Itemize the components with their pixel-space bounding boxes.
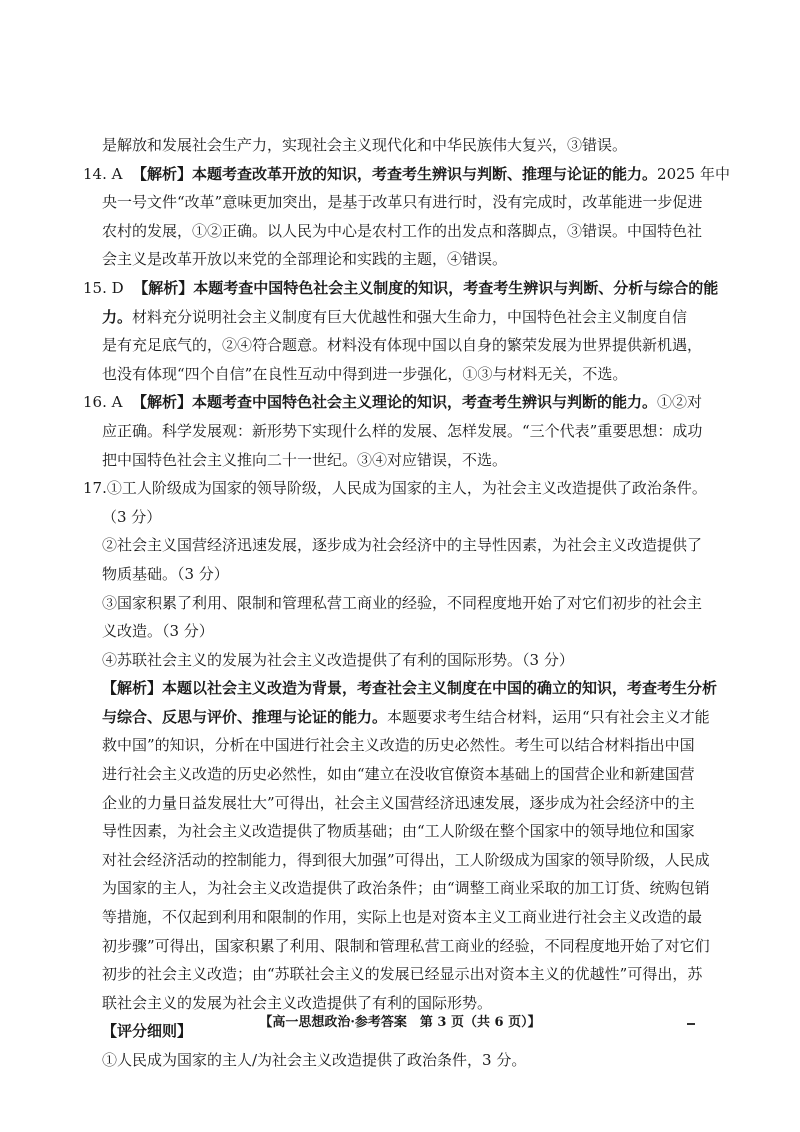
text-line: 也没有体现“四个自信”在良性互动中得到进一步强化，①③与材料无关，不选。 bbox=[102, 364, 628, 383]
question-number: 14. A bbox=[83, 164, 123, 183]
question-number: 15. D bbox=[83, 278, 124, 297]
analysis-tag-cont: 力。 bbox=[102, 307, 133, 326]
text-line: 应正确。科学发展观：新形势下实现什么样的发展、怎样发展。“三个代表”重要思想：成功 bbox=[102, 421, 703, 440]
text-line: 物质基础。（3 分） bbox=[102, 564, 229, 583]
analysis-tag: 【解析】本题考查中国特色社会主义理论的知识，考查考生辨识与判断的能力。 bbox=[132, 393, 658, 412]
text-span: 本题要求考生结合材料，运用“只有社会主义才能 bbox=[387, 707, 710, 726]
text-span: ①工人阶级成为国家的领导阶级，人民成为国家的主人，为社会主义改造提供了政治条件。 bbox=[106, 479, 707, 498]
question-number: 16. A bbox=[83, 393, 123, 412]
text-line bbox=[102, 303, 698, 332]
text-line: 等措施，不仅起到利用和限制的作用，实际上也是对资本主义工商业进行社会主义改造的最 bbox=[102, 908, 703, 927]
text-line: 农村的发展，①②正确。以人民为中心是农村工作的出发点和落脚点，③错误。中国特色社 bbox=[102, 221, 703, 240]
rubric-item: ①人民成为国家的主人/为社会主义改造提供了政治条件，3 分。 bbox=[102, 1051, 527, 1069]
text-line: ③国家积累了利用、限制和管理私营工商业的经验，不同程度地开始了对它们初步的社会主 bbox=[102, 593, 703, 612]
text-line: 义改造。（3 分） bbox=[102, 622, 214, 641]
text-line: ④苏联社会主义的发展为社会主义改造提供了有利的国际形势。（3 分） bbox=[102, 650, 574, 669]
text-line: 初步骤”可得出，国家积累了利用、限制和管理私营工商业的经验，不同程度地开始了对它们 bbox=[102, 936, 710, 955]
text-line: 救中国”的知识，分析在中国进行社会主义改造的历史必然性。考生可以结合材料指出中国 bbox=[102, 736, 695, 755]
corner-mark bbox=[687, 1023, 695, 1025]
text-line: 导性因素，为社会主义改造提供了物质基础；由“工人阶级在整个国家中的领导地位和国家 bbox=[102, 822, 695, 841]
analysis-paragraph: 【解析】本题以社会主义改造为背景，考查社会主义制度在中国的确立的知识，考查考生分析 bbox=[102, 679, 718, 698]
text-line bbox=[102, 703, 710, 732]
text-line: ②社会主义国营经济迅速发展，逐步成为社会经济中的主导性因素，为社会主义改造提供了 bbox=[102, 536, 703, 555]
rubric-title: 【评分细则】 bbox=[102, 1022, 193, 1041]
answer-body bbox=[83, 131, 730, 1075]
text-line: 联社会主义的发展为社会主义改造提供了有利的国际形势。 bbox=[102, 993, 493, 1012]
question-16 bbox=[83, 388, 703, 417]
analysis-tag-cont: 与综合、反思与评价、推理与论证的能力。 bbox=[102, 707, 388, 726]
text-line: 为国家的主人，为社会主义改造提供了政治条件；由“调整工商业采取的加工订货、统购包销 bbox=[102, 879, 710, 898]
analysis-tag: 【解析】本题考查中国特色社会主义制度的知识，考查考生辨识与判断、分析与综合的能 bbox=[133, 278, 719, 297]
question-14 bbox=[83, 160, 730, 189]
text-line: 是有充足底气的，②④符合题意。材料没有体现中国以自身的繁荣发展为世界提供新机遇， bbox=[102, 336, 703, 355]
text-line: 是解放和发展社会生产力，实现社会主义现代化和中华民族伟大复兴，③错误。 bbox=[102, 136, 628, 154]
question-number: 17. bbox=[83, 479, 107, 498]
text-span: 材料充分说明社会主义制度有巨大优越性和强大生命力，中国特色社会主义制度自信 bbox=[132, 307, 688, 326]
text-line: 企业的力量日益发展壮大”可得出，社会主义国营经济迅速发展，逐步成为社会经济中的主 bbox=[102, 793, 695, 812]
text-line: 进行社会主义改造的历史必然性，如由“建立在没收官僚资本基础上的国营企业和新建国营 bbox=[102, 765, 695, 784]
text-line: 初步的社会主义改造；由“苏联社会主义的发展已经显示出对资本主义的优越性”可得出，苏 bbox=[102, 965, 703, 984]
text-line: （3 分） bbox=[102, 507, 162, 526]
analysis-tag: 【解析】本题考查改革开放的知识，考查考生辨识与判断、推理与论证的能力。 bbox=[132, 164, 658, 183]
page-footer: 【高一思想政治·参考答案 第 3 页（共 6 页）】 bbox=[259, 1015, 541, 1030]
question-15 bbox=[83, 274, 719, 303]
text-span: ①②对 bbox=[657, 393, 703, 412]
text-line: 央一号文件“改革”意味更加突出，是基于改革只有进行时，没有完成时，改革能进一步促进 bbox=[102, 193, 703, 212]
text-line: 对社会经济活动的控制能力，得到很大加强”可得出，工人阶级成为国家的领导阶级，人民成 bbox=[102, 850, 710, 869]
text-line: 把中国特色社会主义推向二十一世纪。③④对应错误，不选。 bbox=[102, 450, 508, 469]
text-line: 会主义是改革开放以来党的全部理论和实践的主题，④错误。 bbox=[102, 250, 508, 269]
text-line: 2025 年中 bbox=[657, 164, 730, 183]
question-17 bbox=[83, 474, 707, 503]
